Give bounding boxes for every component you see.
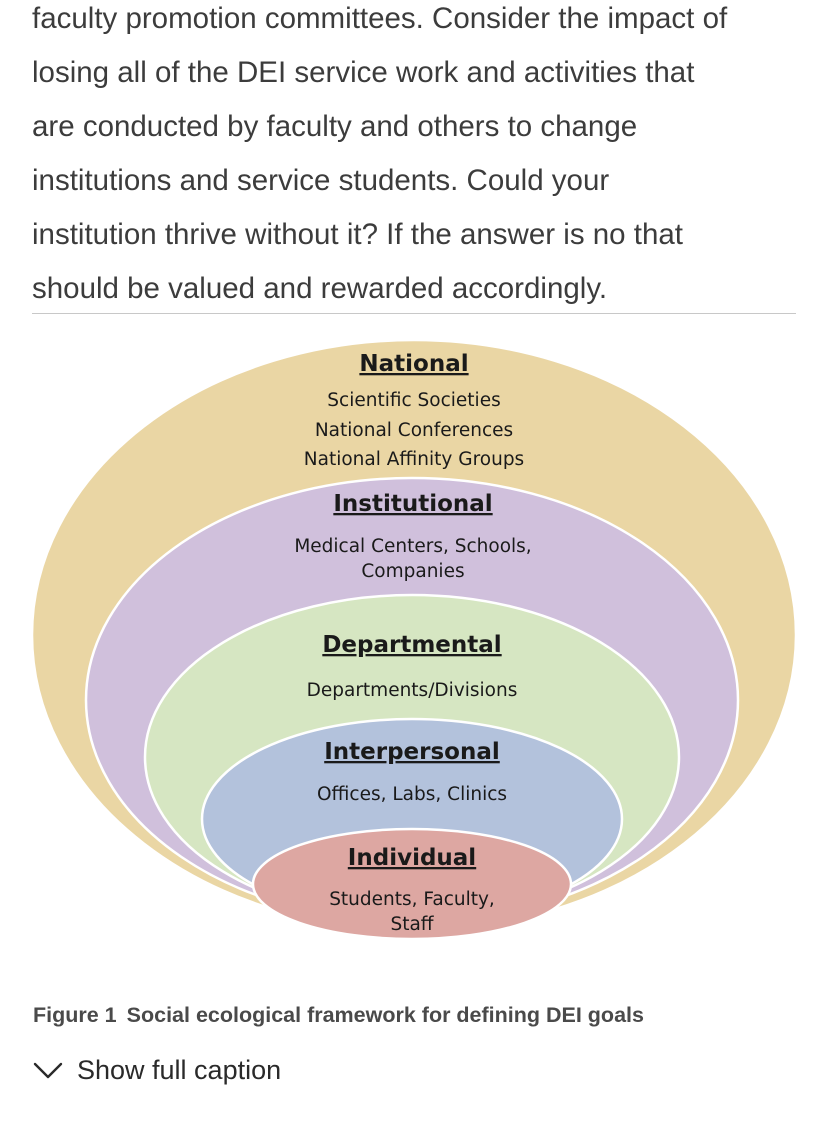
level-title-departmental: Departmental (322, 632, 502, 658)
show-full-caption-button[interactable] (33, 1052, 281, 1088)
level-item: National Conferences (314, 420, 514, 441)
level-title-institutional: Institutional (333, 491, 493, 517)
article-line: losing all of the DEI service work and activities that (32, 56, 695, 89)
level-item: National Affinity Groups (303, 449, 525, 470)
level-title-interpersonal: Interpersonal (324, 739, 500, 765)
level-item: Scientific Societies (327, 390, 501, 411)
level-title-individual: Individual (347, 845, 477, 871)
article-line: institutions and service students. Could your (32, 164, 610, 197)
article-paragraph (32, 0, 802, 316)
figure-caption-text: Social ecological framework for defining DEI goals (126, 1003, 644, 1027)
chevron-down-icon (33, 1060, 63, 1080)
article-line: institution thrive without it? If the answer is no that (32, 218, 683, 251)
article-line: faculty promotion committees. Consider the impact of (32, 2, 728, 35)
level-item: Staff (390, 914, 434, 935)
level-item: Medical Centers, Schools, (294, 536, 532, 557)
level-item: Companies (361, 561, 465, 582)
level-item: Offices, Labs, Clinics (316, 784, 508, 805)
show-full-caption-label: Show full caption (77, 1054, 282, 1085)
figure-label: Figure 1 (33, 1003, 117, 1027)
level-item: Departments/Divisions (306, 680, 518, 701)
social-ecological-diagram (0, 330, 828, 950)
figure-caption (33, 1003, 644, 1028)
article-line: are conducted by faculty and others to change (32, 110, 638, 143)
level-title-national: National (359, 351, 469, 377)
figure-1-diagram[interactable] (0, 330, 828, 950)
level-item: Students, Faculty, (329, 889, 495, 910)
article-line: should be valued and rewarded accordingly. (32, 272, 608, 305)
section-divider (32, 313, 796, 314)
